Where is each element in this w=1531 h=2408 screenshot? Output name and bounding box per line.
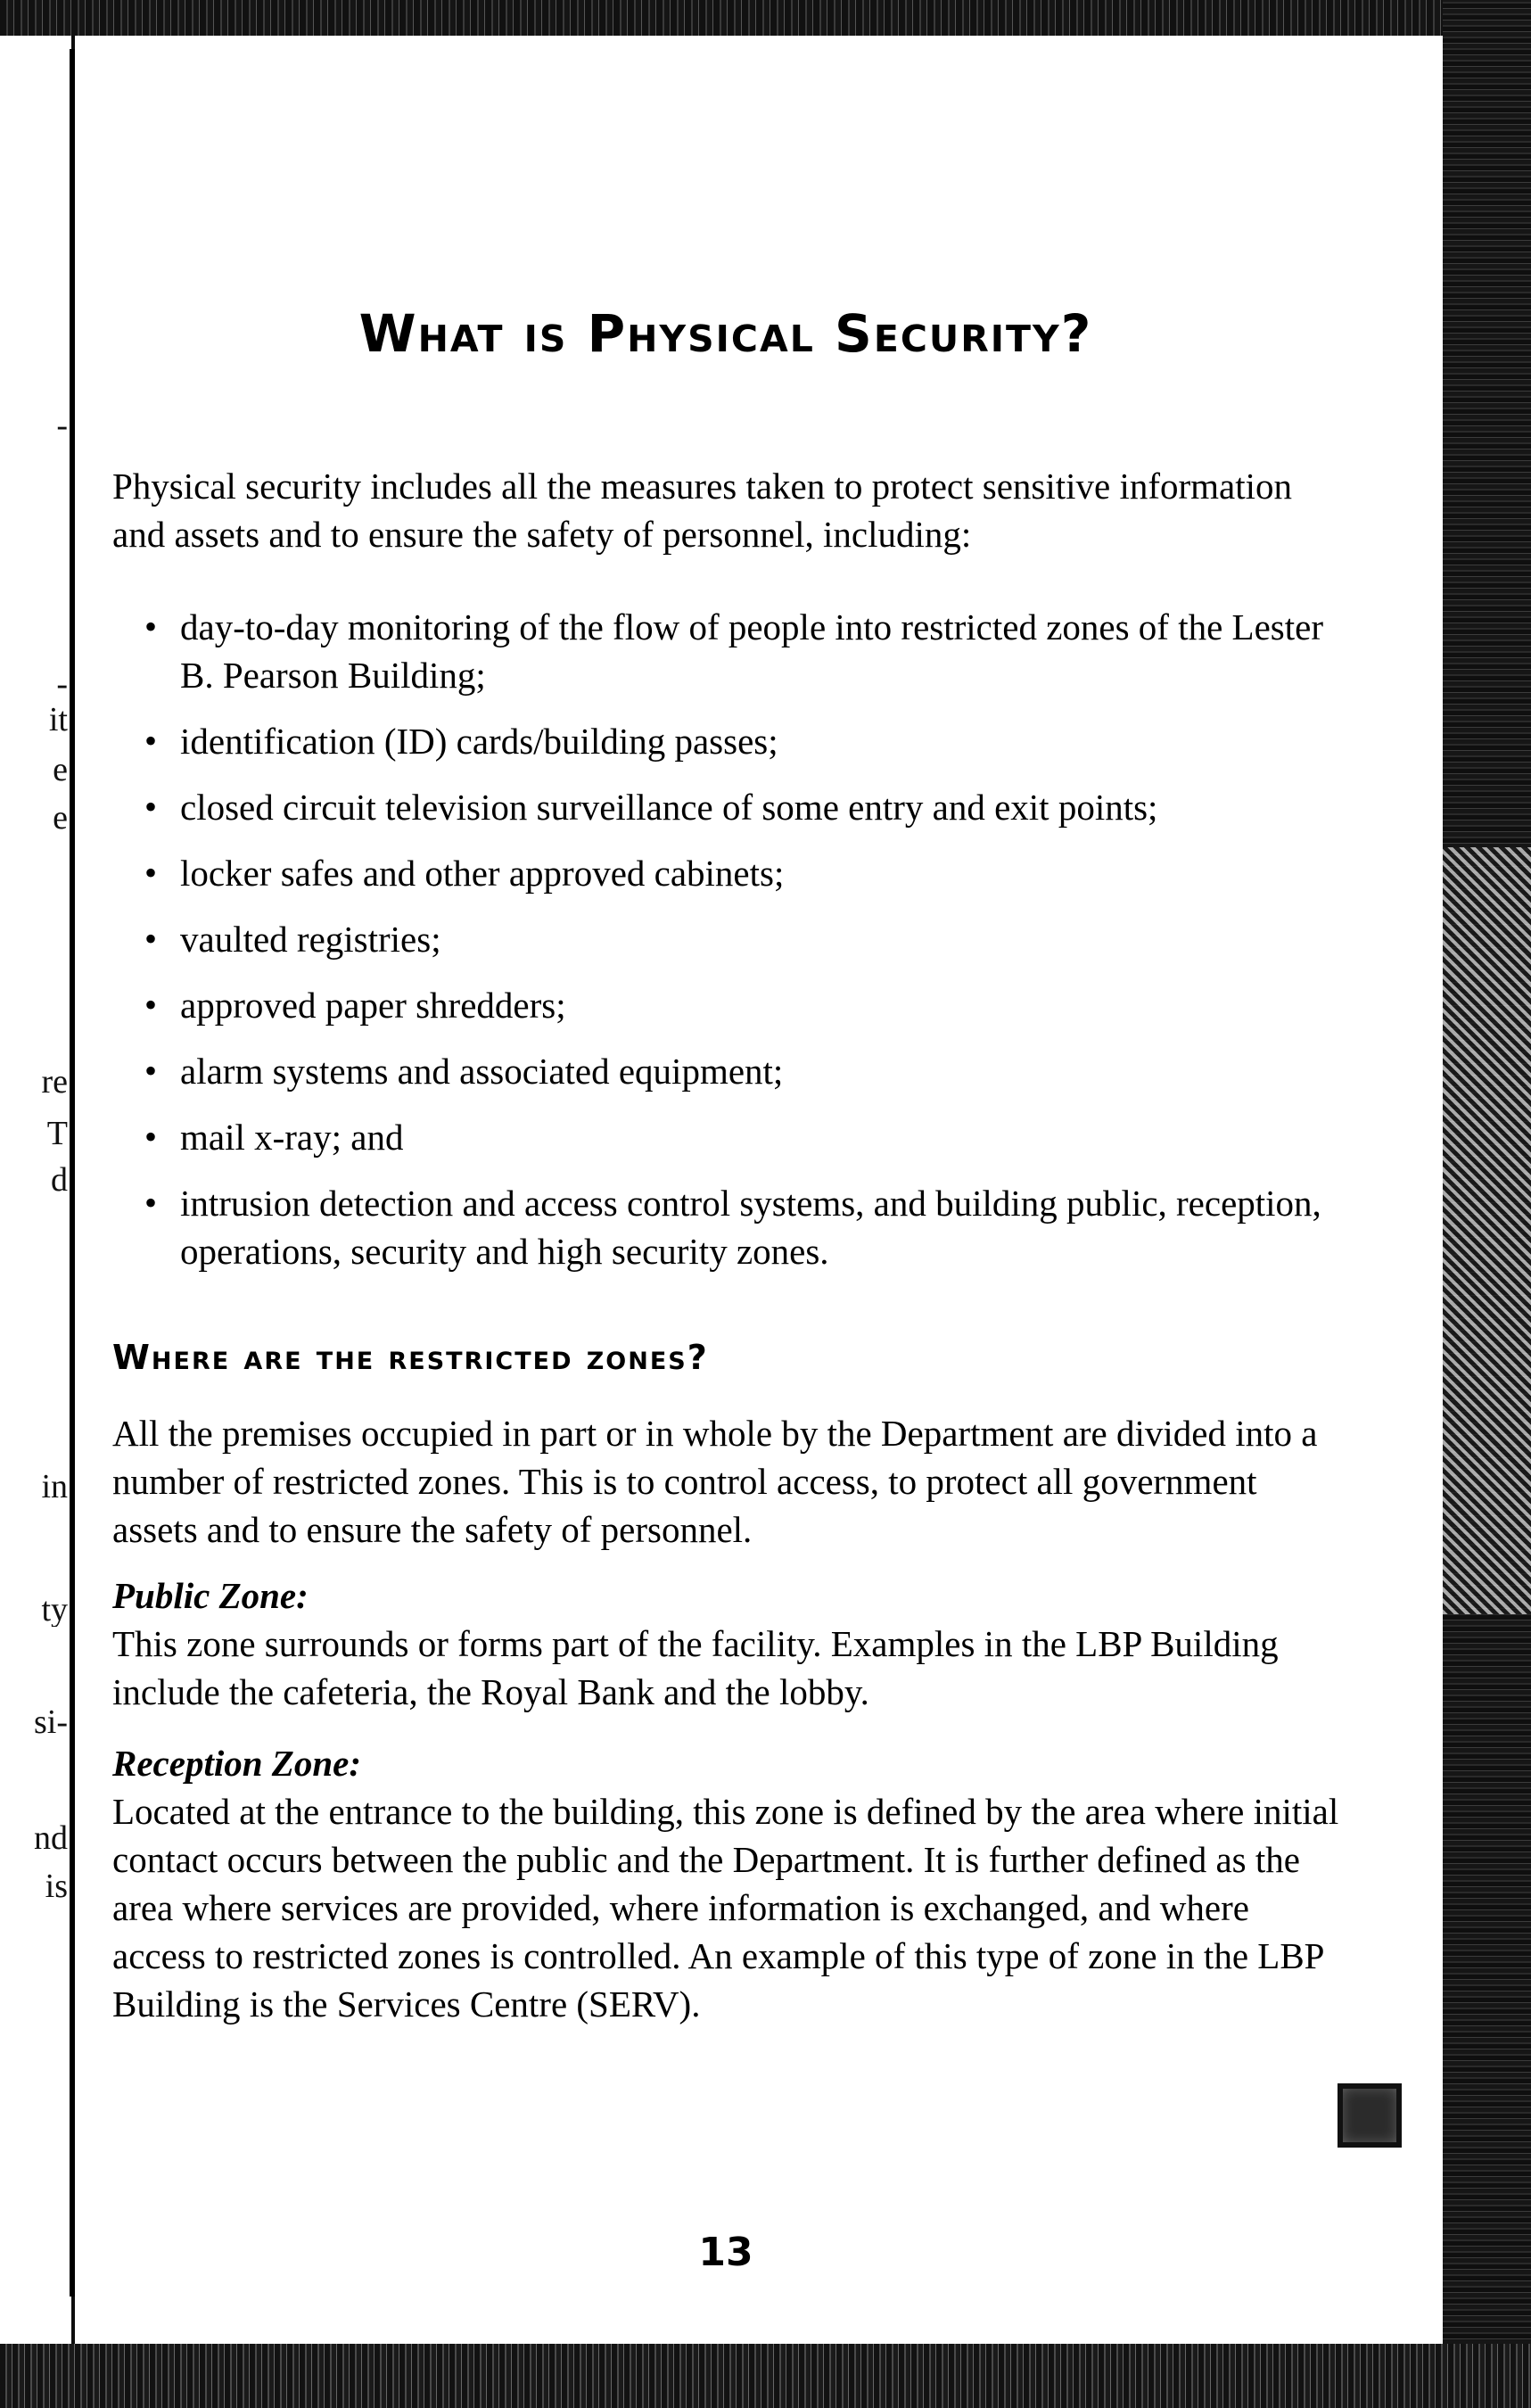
previous-page-fragment: nd xyxy=(34,1821,68,1855)
corner-thumb-mark xyxy=(1338,2083,1402,2148)
document-page xyxy=(75,36,1443,2344)
previous-page-fragment: ty xyxy=(41,1593,68,1627)
previous-page-fragment: d xyxy=(51,1163,68,1197)
page-number: 13 xyxy=(698,2230,753,2275)
zones-intro-paragraph: All the premises occupied in part or in whole by the Department are divided into a number of restricted zones. This is to control access, to protect all government assets and to ensure the safety of personnel. xyxy=(112,1413,1318,1550)
scan-texture-right xyxy=(1443,847,1531,1614)
previous-page-fragment: - xyxy=(56,667,68,701)
list-item: • locker safes and other approved cabinets; xyxy=(112,849,1339,897)
list-item: • identification (ID) cards/building passes; xyxy=(112,717,1339,765)
previous-page-strip xyxy=(0,36,71,2344)
reception-zone-heading: Reception Zone: xyxy=(112,1743,361,1784)
reception-zone-text: Located at the entrance to the building, this zone is defined by the area where initial contact occurs between the public and the Department. It is further defined as the area where services are provided, where information is exchanged, and where access to restricted zones is controlled. An example of this type of zone in the LBP Building is the Services Centre (SERV). xyxy=(112,1791,1339,2025)
list-item: • closed circuit television surveillance of some entry and exit points; xyxy=(112,783,1339,831)
previous-page-fragment: re xyxy=(41,1065,68,1099)
previous-page-fragment: - xyxy=(56,408,68,442)
previous-page-fragment: it xyxy=(48,703,68,737)
list-item: • approved paper shredders; xyxy=(112,981,1339,1029)
list-item: • vaulted registries; xyxy=(112,915,1339,963)
scan-border-top xyxy=(0,0,1531,36)
list-item: • alarm systems and associated equipment; xyxy=(112,1047,1339,1095)
page-title: What is Physical Security? xyxy=(358,303,1093,364)
previous-page-fragment: e xyxy=(53,801,68,835)
list-item: • mail x-ray; and xyxy=(112,1113,1339,1161)
public-zone-text: This zone surrounds or forms part of the facility. Examples in the LBP Building include the cafeteria, the Royal Bank and the lobby. xyxy=(112,1623,1279,1712)
list-item: • day-to-day monitoring of the flow of people into restricted zones of the Lester B. Pearson Building; xyxy=(112,603,1339,699)
list-item: • intrusion detection and access control systems, and building public, reception, operations, security and high security zones. xyxy=(112,1179,1339,1275)
scan-border-bottom xyxy=(0,2344,1531,2408)
previous-page-fragment: T xyxy=(46,1117,68,1150)
security-measures-list xyxy=(112,603,1339,1293)
previous-page-fragment: is xyxy=(45,1869,68,1903)
previous-page-fragment: e xyxy=(53,753,68,787)
section-heading: Where are the restricted zones? xyxy=(112,1338,709,1377)
public-zone-heading: Public Zone: xyxy=(112,1575,309,1616)
intro-paragraph: Physical security includes all the measures taken to protect sensitive information and assets and to ensure the safety of personnel, including: xyxy=(112,466,1293,555)
previous-page-fragment: in xyxy=(41,1470,68,1504)
previous-page-fragment: si- xyxy=(34,1705,68,1739)
